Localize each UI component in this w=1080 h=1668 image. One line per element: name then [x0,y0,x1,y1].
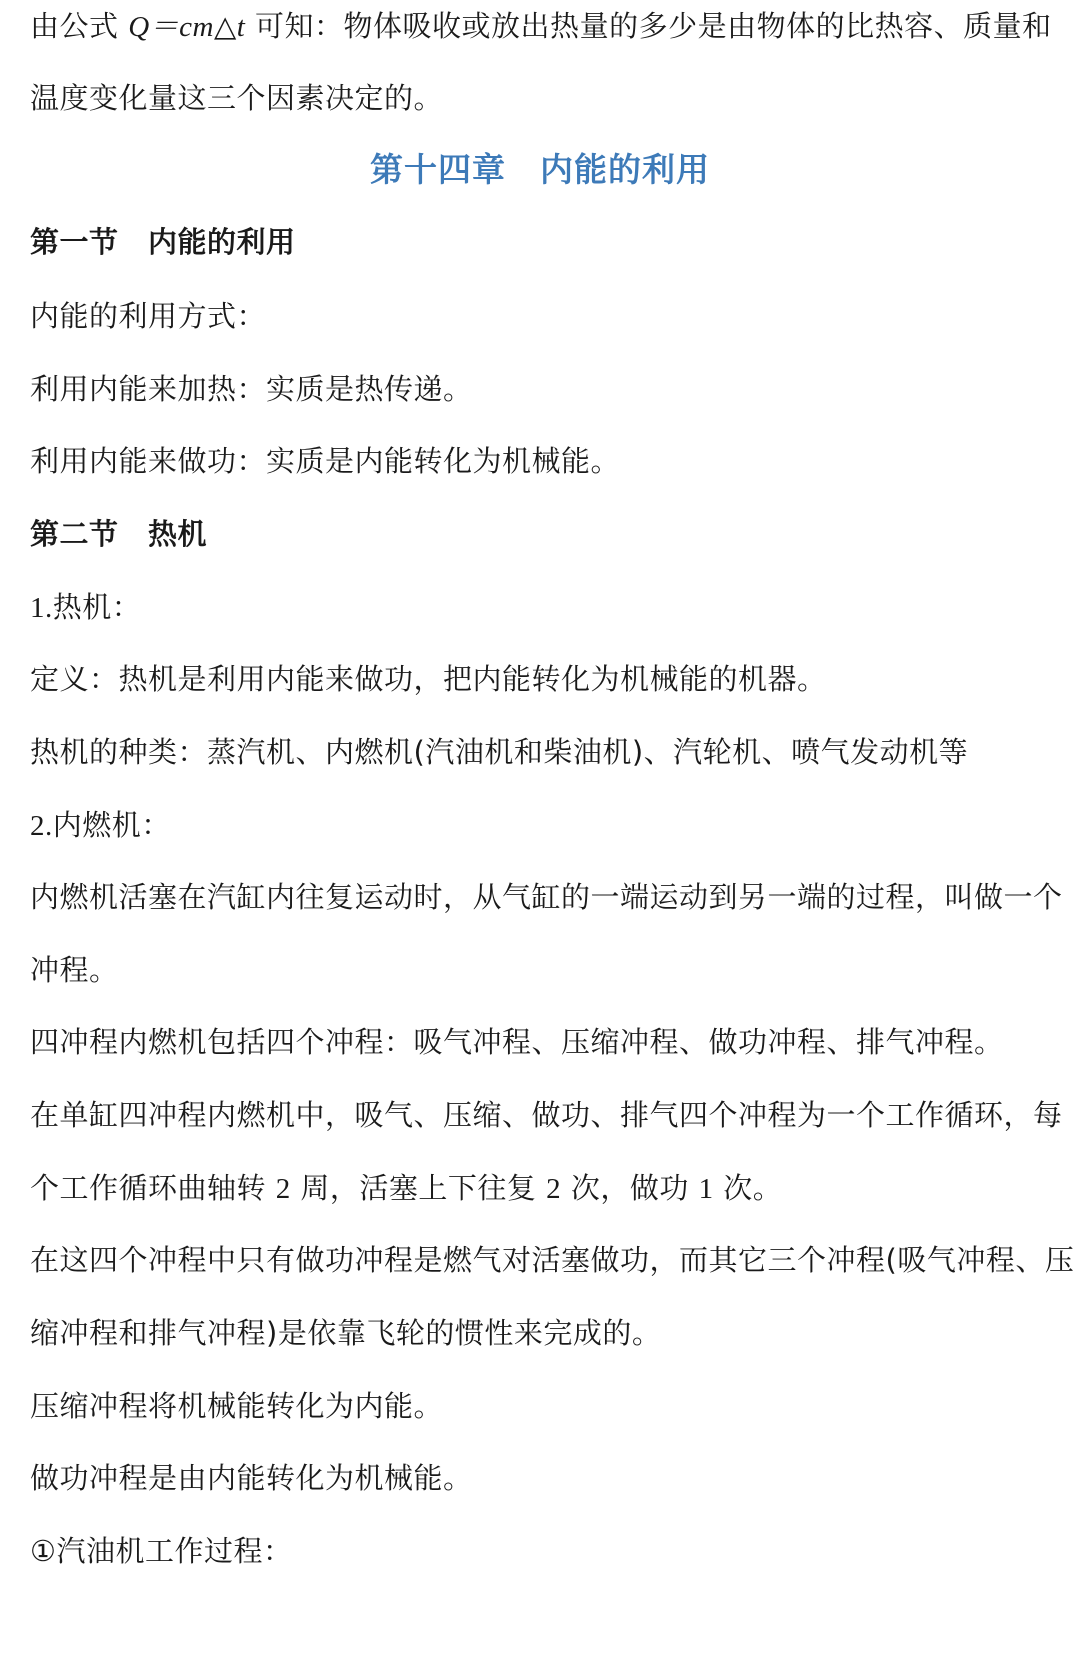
intro-line-2: 温度变化量这三个因素决定的。 [30,81,444,115]
piston-strokes-number: 2 [546,1173,562,1205]
cycle-text-a: 个工作循环曲轴转 [30,1171,276,1205]
intro-prefix: 由公式 [30,9,129,43]
section-1-line-1: 内能的利用方式： [30,299,267,333]
crank-turns-number: 2 [275,1173,291,1205]
gasoline-engine-heading: ①汽油机工作过程： [30,1534,293,1568]
item-1-number: 1. [30,592,53,624]
intro-line-1 [30,6,1052,47]
inertia-line-1: 在这四个冲程中只有做功冲程是燃气对活塞做功，而其它三个冲程(吸气冲程、压 [30,1243,1075,1277]
heat-formula: Q＝cm△t [128,11,246,43]
section-1-title: 第一节 内能的利用 [30,225,296,259]
heat-engine-definition: 定义：热机是利用内能来做功，把内能转化为机械能的机器。 [30,662,827,696]
work-cycle-line-2 [30,1168,782,1209]
item-1-label: 热机： [52,590,142,624]
power-stroke: 做功冲程是由内能转化为机械能。 [30,1461,473,1495]
stroke-definition-line-2: 冲程。 [30,953,119,987]
item-2-heading [30,805,171,846]
work-cycle-line-1: 在单缸四冲程内燃机中，吸气、压缩、做功、排气四个冲程为一个工作循环，每 [30,1098,1063,1132]
item-1-heading [30,587,141,628]
heat-engine-types: 热机的种类：蒸汽机、内燃机(汽油机和柴油机)、汽轮机、喷气发动机等 [30,735,969,769]
intro-suffix: 可知：物体吸收或放出热量的多少是由物体的比热容、质量和 [245,9,1052,43]
item-2-label: 内燃机： [52,808,171,842]
stroke-definition-line-1: 内燃机活塞在汽缸内往复运动时，从气缸的一端运动到另一端的过程，叫做一个 [30,880,1063,914]
section-2-title: 第二节 热机 [30,517,208,551]
section-1-line-3: 利用内能来做功：实质是内能转化为机械能。 [30,444,621,478]
cycle-text-d: 次。 [713,1171,783,1205]
chapter-title: 第十四章 内能的利用 [370,150,710,189]
four-strokes: 四冲程内燃机包括四个冲程：吸气冲程、压缩冲程、做功冲程、排气冲程。 [30,1025,1004,1059]
cycle-text-b: 周，活塞上下往复 [290,1171,547,1205]
cycle-text-c: 次，做功 [561,1171,699,1205]
compression-stroke: 压缩冲程将机械能转化为内能。 [30,1389,444,1423]
item-2-number: 2. [30,810,53,842]
section-1-line-2: 利用内能来加热：实质是热传递。 [30,372,473,406]
work-times-number: 1 [698,1173,714,1205]
inertia-line-2: 缩冲程和排气冲程)是依靠飞轮的惯性来完成的。 [30,1316,662,1350]
